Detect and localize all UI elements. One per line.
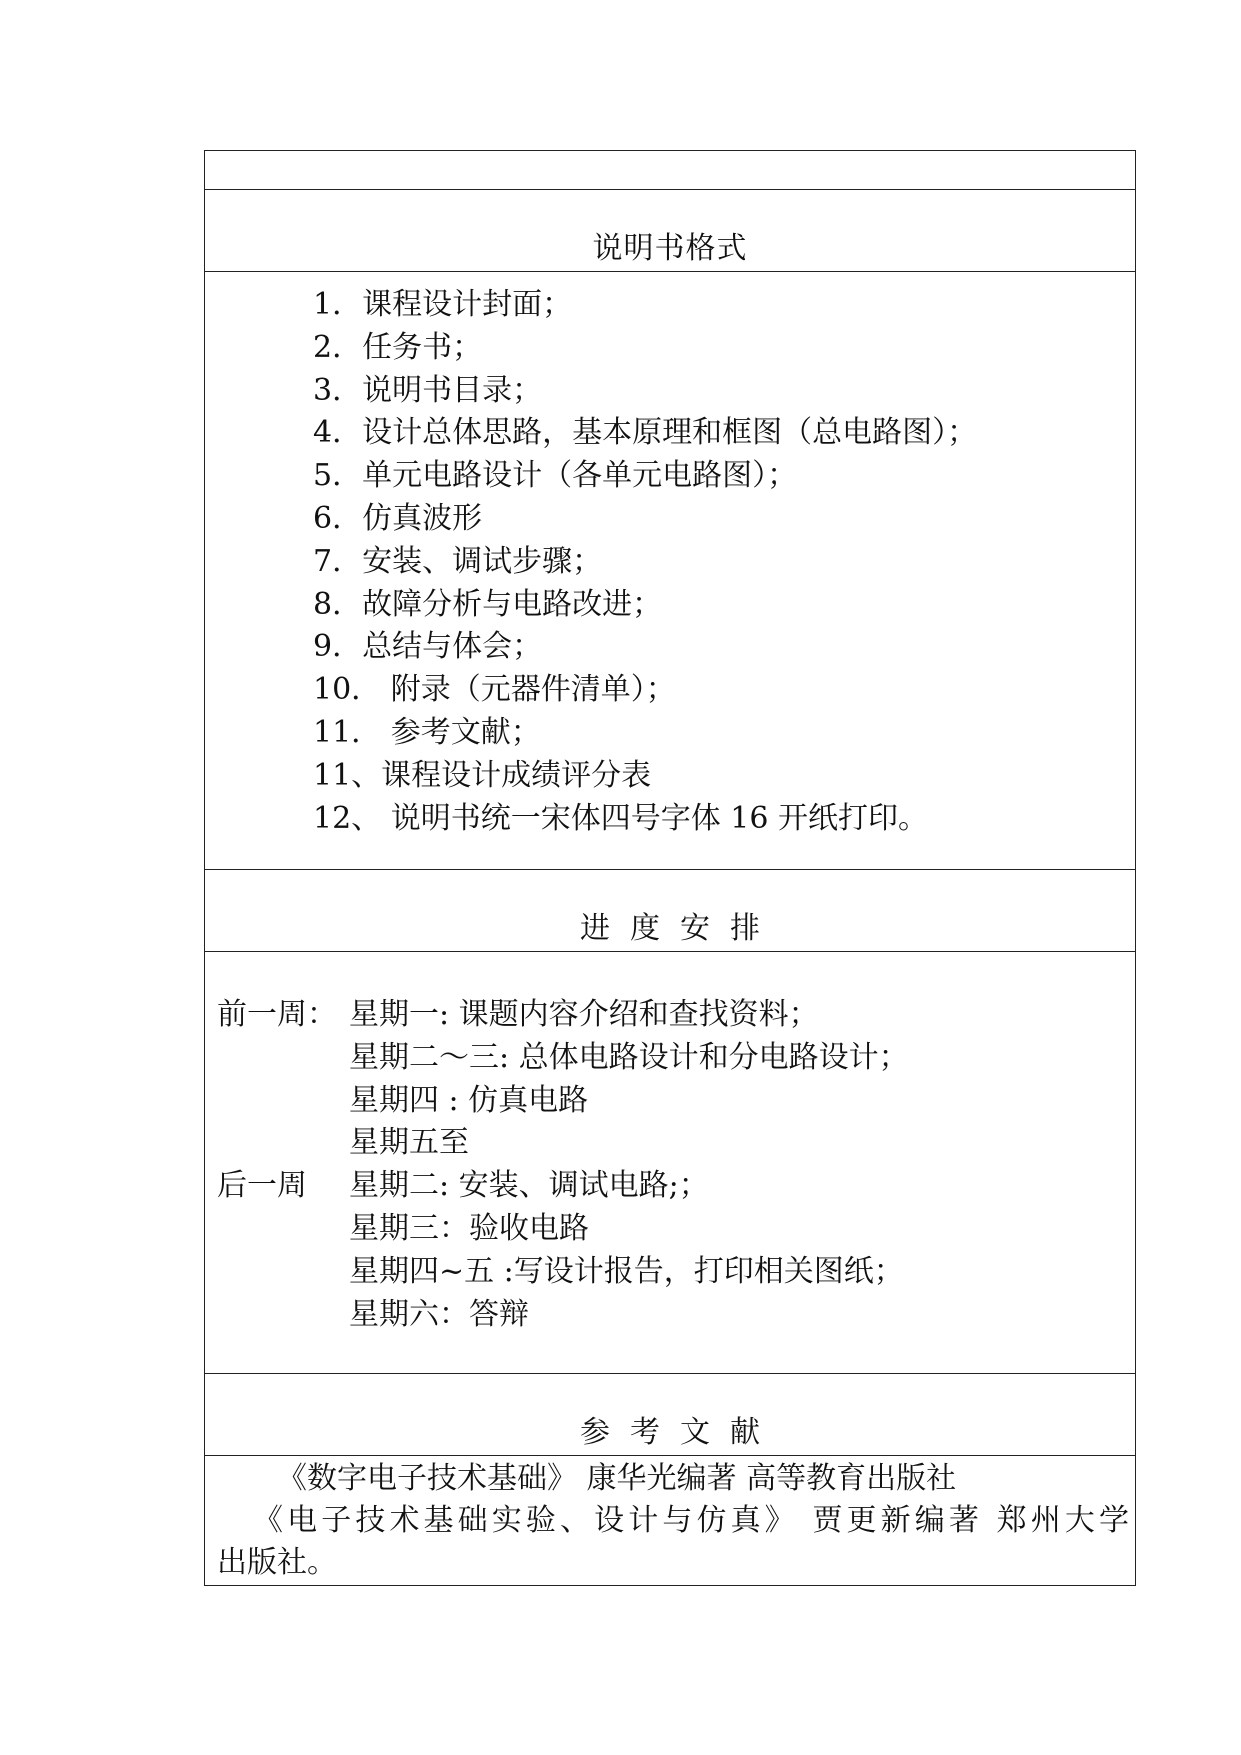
reference-item: 《电子技术基础实验、设计与仿真》 贾更新编著 郑州大学: [253, 1503, 1129, 1538]
format-item: 1．课程设计封面；: [313, 287, 573, 322]
schedule-line: [205, 1122, 1135, 1165]
format-list: [205, 284, 1135, 840]
schedule-task: 星期四~五 :写设计报告，打印相关图纸；: [349, 1253, 904, 1289]
format-item: 9．总结与体会；: [313, 629, 543, 665]
schedule-heading-row: [205, 870, 1135, 952]
reference-item: 《数字电子技术基础》 康华光编著 高等教育出版社: [277, 1461, 957, 1496]
format-item: 6．仿真波形: [313, 500, 483, 536]
schedule-task: 星期二: 安装、调试电路;；: [349, 1168, 709, 1204]
format-item: 3．说明书目录；: [313, 372, 543, 408]
format-section-title: 说明书格式: [592, 231, 748, 266]
schedule-task: 星期一: 课题内容介绍和查找资料；: [349, 997, 819, 1032]
schedule-week-label: [217, 1122, 349, 1165]
format-item: 10． 附录（元器件清单）；: [313, 672, 676, 708]
empty-header-row: [205, 151, 1135, 190]
schedule-week-label: [217, 1080, 349, 1123]
schedule-line: [205, 1080, 1135, 1123]
document-table: [204, 150, 1136, 1586]
schedule-task: 星期二～三: 总体电路设计和分电路设计；: [349, 1039, 909, 1075]
format-heading-row: [205, 190, 1135, 272]
schedule-week-label: [217, 1037, 349, 1080]
references-heading-row: [205, 1374, 1135, 1456]
format-item: 12、 说明书统一宋体四号字体 16 开纸打印。: [313, 800, 928, 836]
schedule-task: 星期三：验收电路: [349, 1210, 589, 1246]
format-item: 4．设计总体思路，基本原理和框图（总电路图）；: [313, 415, 978, 451]
format-item: 11、课程设计成绩评分表: [313, 757, 652, 793]
schedule-week-label: [217, 1294, 349, 1337]
schedule-week-label: 后一周: [217, 1168, 307, 1204]
format-content-row: [205, 272, 1135, 870]
format-item: 11． 参考文献；: [313, 714, 541, 750]
schedule-task: 星期六：答辩: [349, 1296, 529, 1332]
schedule-content-row: [205, 952, 1135, 1374]
schedule-section-title: 进度安排: [580, 911, 780, 946]
schedule-line: [205, 1208, 1135, 1251]
references-section-title: 参考文献: [580, 1415, 780, 1450]
references-content-row: [205, 1456, 1135, 1585]
schedule-line: [205, 1165, 1135, 1208]
schedule-line: [205, 994, 1135, 1037]
schedule-task: 星期四 : 仿真电路: [349, 1082, 589, 1118]
schedule-week-label: [217, 1208, 349, 1251]
schedule-task: 星期五至: [349, 1125, 469, 1161]
schedule-line: [205, 1251, 1135, 1294]
format-item: 2．任务书；: [313, 329, 483, 365]
schedule-line: [205, 1037, 1135, 1080]
schedule-week-label: 前一周：: [217, 997, 337, 1032]
schedule-line: [205, 1294, 1135, 1337]
format-item: 5．单元电路设计（各单元电路图）；: [313, 458, 798, 494]
format-item: 7．安装、调试步骤；: [313, 543, 603, 579]
reference-item-continuation: 出版社。: [217, 1545, 337, 1580]
schedule-week-label: [217, 1251, 349, 1294]
format-item: 8．故障分析与电路改进；: [313, 586, 663, 622]
